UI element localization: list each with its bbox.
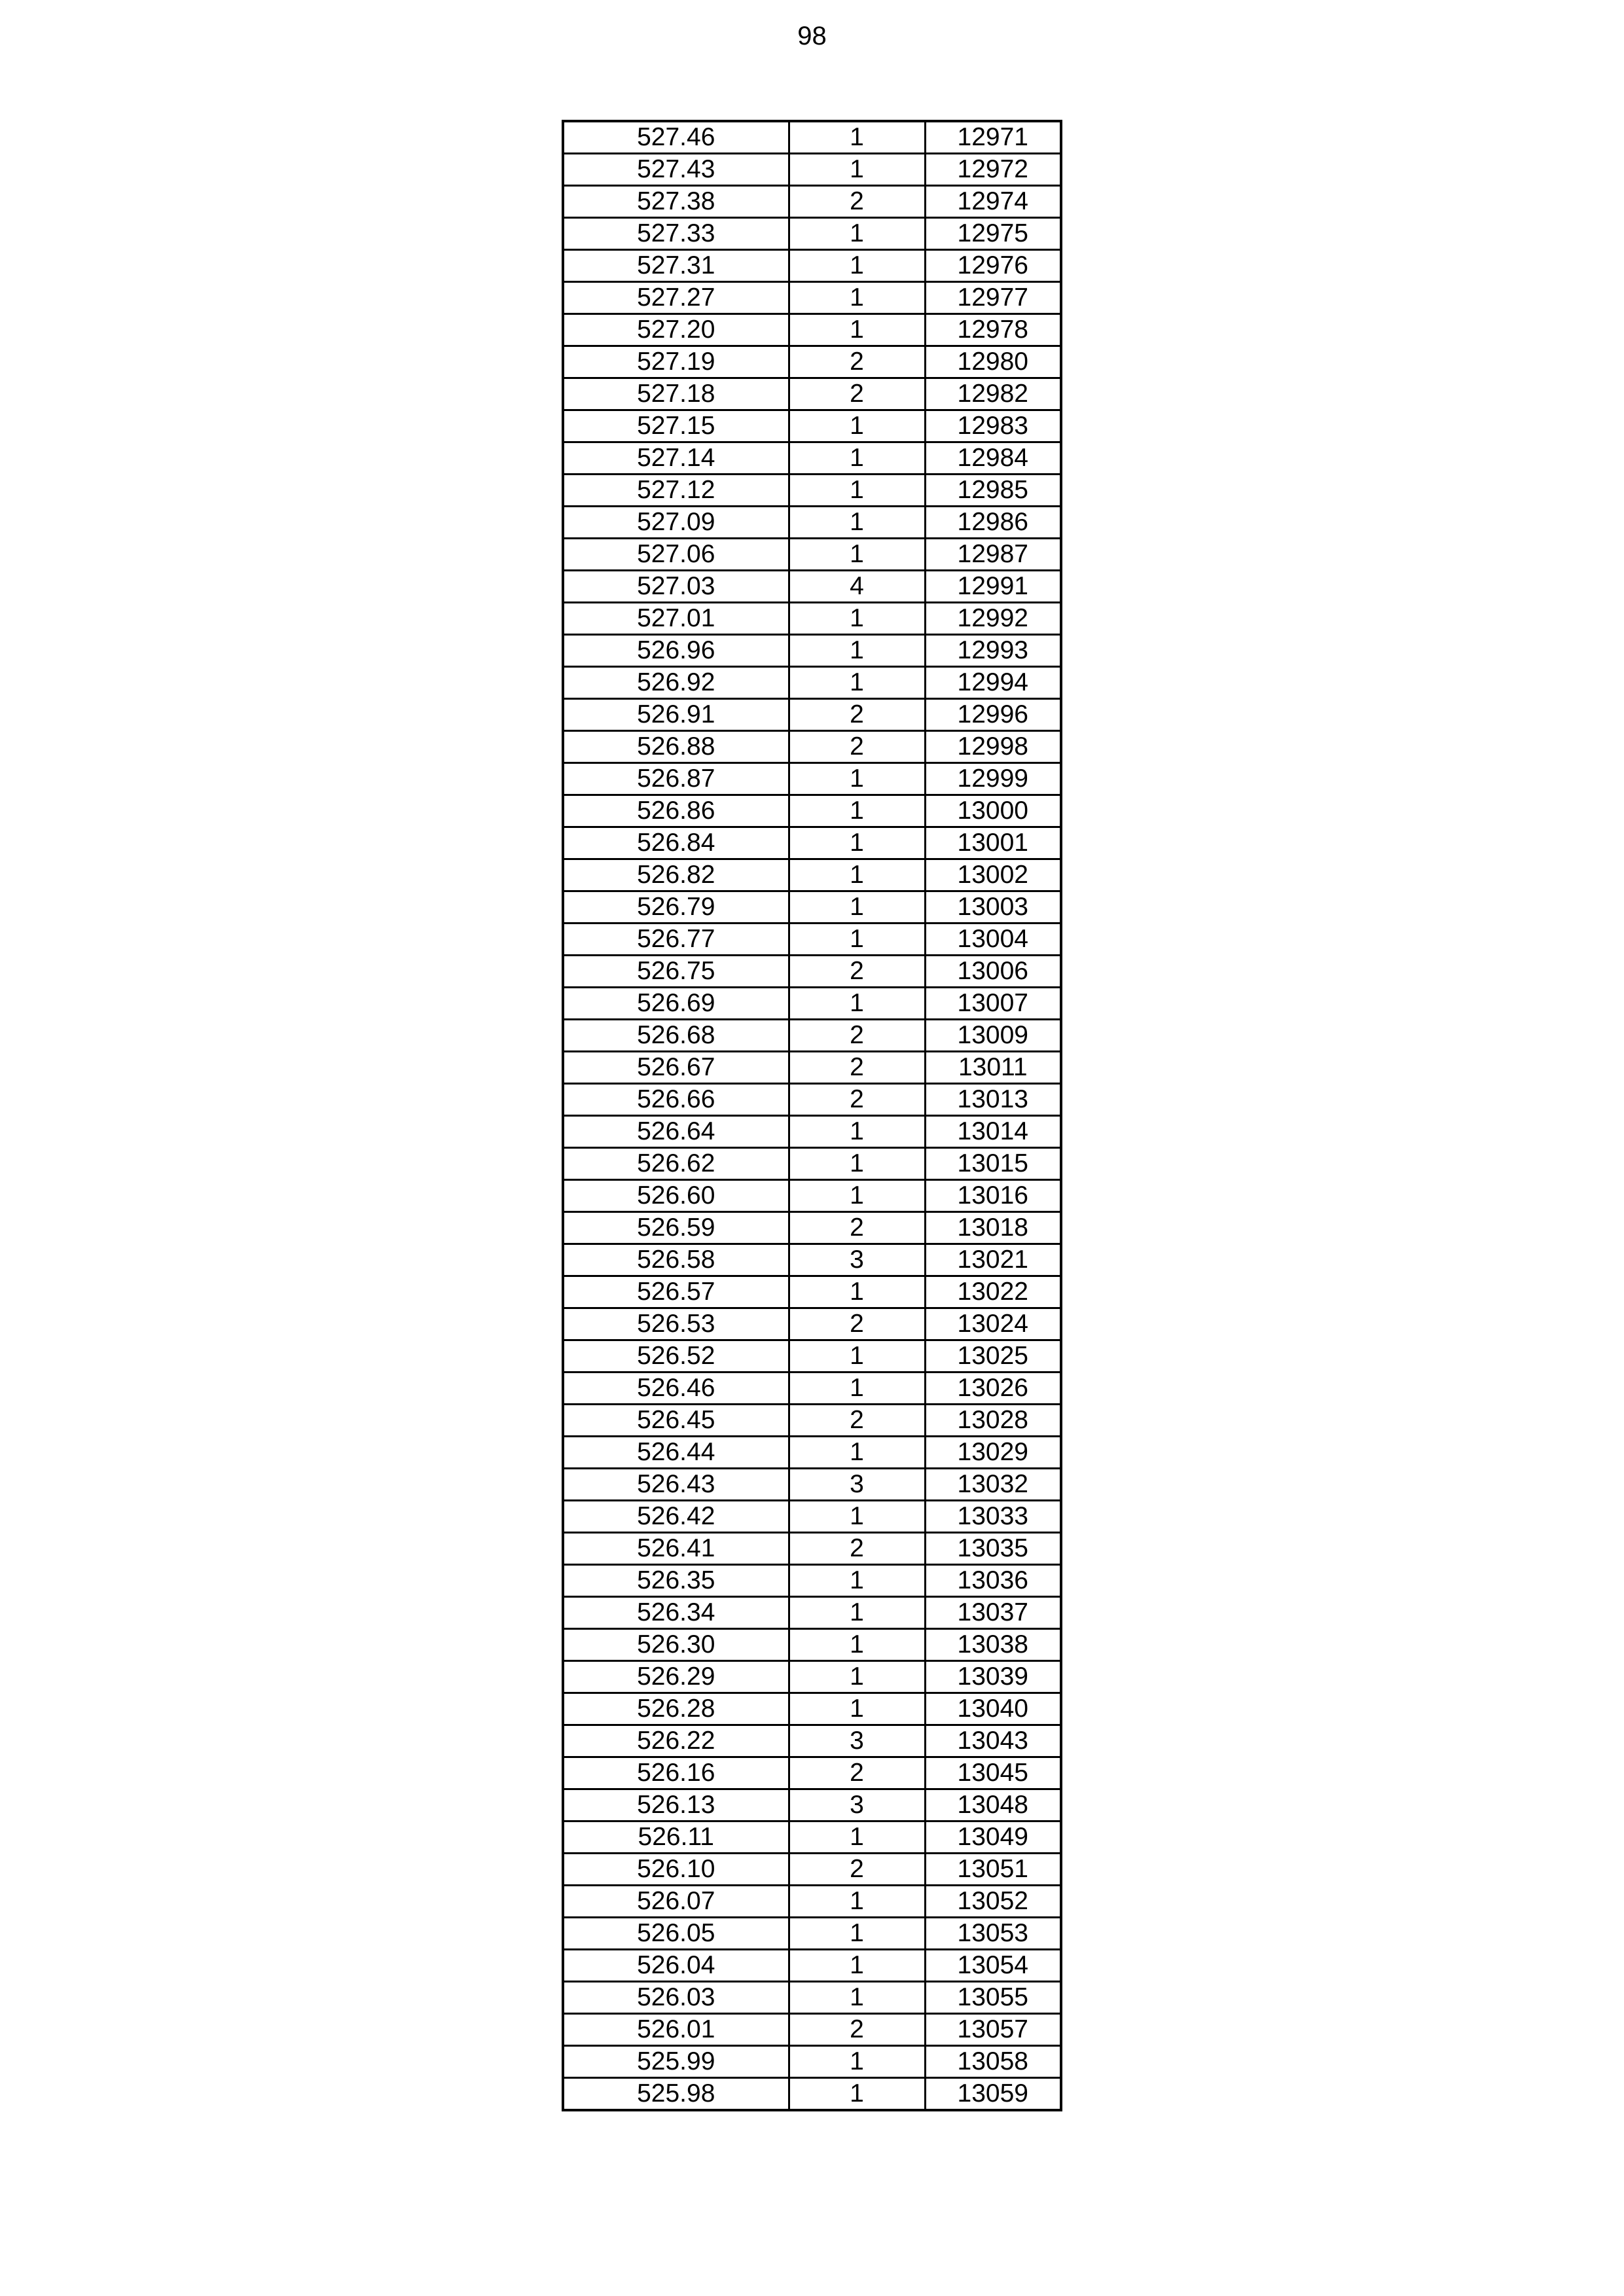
table-row: [563, 1725, 1061, 1757]
value-cell: 526.07: [563, 1886, 789, 1918]
table-row: [563, 1597, 1061, 1629]
cumulative-cell: 13040: [925, 1693, 1061, 1725]
value-cell: 526.43: [563, 1469, 789, 1501]
table-row: [563, 1020, 1061, 1052]
table-row: [563, 121, 1061, 154]
cumulative-cell: 13026: [925, 1372, 1061, 1405]
cumulative-cell: 13009: [925, 1020, 1061, 1052]
value-cell: 526.42: [563, 1501, 789, 1533]
count-cell: 2: [789, 1405, 925, 1437]
count-cell: 1: [789, 1148, 925, 1180]
table-row: [563, 667, 1061, 699]
value-cell: 526.84: [563, 827, 789, 859]
table-row: [563, 410, 1061, 442]
cumulative-cell: 13038: [925, 1629, 1061, 1661]
count-cell: 1: [789, 539, 925, 571]
value-cell: 526.53: [563, 1308, 789, 1340]
cumulative-cell: 13049: [925, 1821, 1061, 1854]
count-cell: 1: [789, 121, 925, 154]
count-cell: 2: [789, 1854, 925, 1886]
count-cell: 1: [789, 1950, 925, 1982]
cumulative-cell: 13003: [925, 891, 1061, 924]
count-cell: 1: [789, 1180, 925, 1212]
count-cell: 2: [789, 1757, 925, 1789]
table-row: [563, 1212, 1061, 1244]
value-cell: 527.27: [563, 282, 789, 314]
cumulative-cell: 13035: [925, 1533, 1061, 1565]
table-row: [563, 1148, 1061, 1180]
table-row: [563, 1789, 1061, 1821]
value-cell: 526.59: [563, 1212, 789, 1244]
cumulative-cell: 13052: [925, 1886, 1061, 1918]
count-cell: 1: [789, 2078, 925, 2111]
count-cell: 1: [789, 1693, 925, 1725]
count-cell: 1: [789, 410, 925, 442]
value-cell: 526.82: [563, 859, 789, 891]
table-row: [563, 1308, 1061, 1340]
table-row: [563, 1052, 1061, 1084]
count-cell: 2: [789, 1533, 925, 1565]
count-cell: 1: [789, 1437, 925, 1469]
cumulative-cell: 13007: [925, 988, 1061, 1020]
cumulative-cell: 12993: [925, 635, 1061, 667]
value-cell: 527.14: [563, 442, 789, 475]
table-row: [563, 1116, 1061, 1148]
count-cell: 4: [789, 571, 925, 603]
table-row: [563, 1244, 1061, 1276]
cumulative-cell: 13022: [925, 1276, 1061, 1308]
cumulative-cell: 13000: [925, 795, 1061, 827]
table-row: [563, 186, 1061, 218]
table-row: [563, 1693, 1061, 1725]
count-cell: 1: [789, 924, 925, 956]
table-row: [563, 827, 1061, 859]
table-row: [563, 859, 1061, 891]
count-cell: 1: [789, 988, 925, 1020]
value-cell: 526.11: [563, 1821, 789, 1854]
table-row: [563, 603, 1061, 635]
cumulative-cell: 12971: [925, 121, 1061, 154]
count-cell: 2: [789, 186, 925, 218]
table-row: [563, 2014, 1061, 2046]
value-cell: 526.22: [563, 1725, 789, 1757]
cumulative-cell: 13058: [925, 2046, 1061, 2078]
cumulative-cell: 12987: [925, 539, 1061, 571]
cumulative-cell: 12980: [925, 346, 1061, 378]
table-row: [563, 988, 1061, 1020]
value-cell: 526.86: [563, 795, 789, 827]
count-cell: 1: [789, 1661, 925, 1693]
count-cell: 1: [789, 154, 925, 186]
count-cell: 3: [789, 1469, 925, 1501]
cumulative-cell: 13015: [925, 1148, 1061, 1180]
value-cell: 527.03: [563, 571, 789, 603]
table-row: [563, 1661, 1061, 1693]
count-cell: 1: [789, 635, 925, 667]
table-row: [563, 1533, 1061, 1565]
table-row: [563, 1629, 1061, 1661]
value-cell: 526.60: [563, 1180, 789, 1212]
table-row: [563, 699, 1061, 731]
value-cell: 527.38: [563, 186, 789, 218]
table-row: [563, 1854, 1061, 1886]
table-row: [563, 731, 1061, 763]
cumulative-cell: 12972: [925, 154, 1061, 186]
table-row: [563, 1886, 1061, 1918]
value-cell: 526.44: [563, 1437, 789, 1469]
count-cell: 1: [789, 1276, 925, 1308]
value-cell: 527.33: [563, 218, 789, 250]
cumulative-cell: 13014: [925, 1116, 1061, 1148]
count-cell: 2: [789, 699, 925, 731]
count-cell: 1: [789, 1918, 925, 1950]
cumulative-cell: 13033: [925, 1501, 1061, 1533]
count-cell: 2: [789, 956, 925, 988]
table-row: [563, 218, 1061, 250]
cumulative-cell: 13036: [925, 1565, 1061, 1597]
count-cell: 3: [789, 1244, 925, 1276]
cumulative-cell: 12975: [925, 218, 1061, 250]
count-cell: 1: [789, 1629, 925, 1661]
cumulative-cell: 12982: [925, 378, 1061, 410]
cumulative-cell: 13011: [925, 1052, 1061, 1084]
table-row: [563, 442, 1061, 475]
count-cell: 2: [789, 1212, 925, 1244]
cumulative-cell: 12994: [925, 667, 1061, 699]
cumulative-cell: 13001: [925, 827, 1061, 859]
table-row: [563, 1180, 1061, 1212]
count-cell: 2: [789, 2014, 925, 2046]
table-row: [563, 250, 1061, 282]
cumulative-cell: 12992: [925, 603, 1061, 635]
value-cell: 527.06: [563, 539, 789, 571]
count-cell: 1: [789, 1565, 925, 1597]
value-cell: 526.75: [563, 956, 789, 988]
value-cell: 526.92: [563, 667, 789, 699]
value-cell: 527.43: [563, 154, 789, 186]
value-cell: 526.30: [563, 1629, 789, 1661]
value-cell: 526.16: [563, 1757, 789, 1789]
value-cell: 526.41: [563, 1533, 789, 1565]
table-row: [563, 1084, 1061, 1116]
value-cell: 526.35: [563, 1565, 789, 1597]
value-cell: 526.68: [563, 1020, 789, 1052]
count-cell: 1: [789, 603, 925, 635]
value-cell: 526.45: [563, 1405, 789, 1437]
value-cell: 525.98: [563, 2078, 789, 2111]
value-cell: 526.05: [563, 1918, 789, 1950]
value-cell: 526.46: [563, 1372, 789, 1405]
count-cell: 1: [789, 891, 925, 924]
cumulative-cell: 12978: [925, 314, 1061, 346]
data-table: [562, 120, 1062, 2111]
value-cell: 526.29: [563, 1661, 789, 1693]
cumulative-cell: 13028: [925, 1405, 1061, 1437]
table-row: [563, 763, 1061, 795]
cumulative-cell: 13021: [925, 1244, 1061, 1276]
count-cell: 1: [789, 507, 925, 539]
count-cell: 2: [789, 378, 925, 410]
cumulative-cell: 12986: [925, 507, 1061, 539]
value-cell: 526.91: [563, 699, 789, 731]
value-cell: 526.77: [563, 924, 789, 956]
value-cell: 526.58: [563, 1244, 789, 1276]
cumulative-cell: 13053: [925, 1918, 1061, 1950]
cumulative-cell: 12977: [925, 282, 1061, 314]
cumulative-cell: 13025: [925, 1340, 1061, 1372]
cumulative-cell: 13004: [925, 924, 1061, 956]
table-row: [563, 1372, 1061, 1405]
cumulative-cell: 13029: [925, 1437, 1061, 1469]
value-cell: 526.52: [563, 1340, 789, 1372]
count-cell: 1: [789, 2046, 925, 2078]
table-row: [563, 956, 1061, 988]
value-cell: 526.57: [563, 1276, 789, 1308]
count-cell: 1: [789, 1340, 925, 1372]
value-cell: 526.62: [563, 1148, 789, 1180]
value-cell: 526.88: [563, 731, 789, 763]
table-row: [563, 1501, 1061, 1533]
count-cell: 1: [789, 667, 925, 699]
table-row: [563, 1950, 1061, 1982]
table-row: [563, 475, 1061, 507]
table-row: [563, 1437, 1061, 1469]
cumulative-cell: 13018: [925, 1212, 1061, 1244]
table-row: [563, 1757, 1061, 1789]
value-cell: 527.19: [563, 346, 789, 378]
table-row: [563, 507, 1061, 539]
count-cell: 1: [789, 1982, 925, 2014]
value-cell: 526.04: [563, 1950, 789, 1982]
table-row: [563, 1982, 1061, 2014]
cumulative-cell: 12985: [925, 475, 1061, 507]
value-cell: 527.46: [563, 121, 789, 154]
value-cell: 527.31: [563, 250, 789, 282]
cumulative-cell: 13039: [925, 1661, 1061, 1693]
cumulative-cell: 13051: [925, 1854, 1061, 1886]
count-cell: 1: [789, 442, 925, 475]
table-row: [563, 635, 1061, 667]
cumulative-cell: 13054: [925, 1950, 1061, 1982]
count-cell: 2: [789, 1308, 925, 1340]
cumulative-cell: 13037: [925, 1597, 1061, 1629]
table-row: [563, 571, 1061, 603]
value-cell: 527.20: [563, 314, 789, 346]
table-body: [563, 121, 1061, 2110]
cumulative-cell: 12991: [925, 571, 1061, 603]
count-cell: 3: [789, 1725, 925, 1757]
cumulative-cell: 13024: [925, 1308, 1061, 1340]
table-row: [563, 1469, 1061, 1501]
cumulative-cell: 12998: [925, 731, 1061, 763]
count-cell: 1: [789, 1597, 925, 1629]
page-number: 98: [797, 22, 827, 50]
cumulative-cell: 13048: [925, 1789, 1061, 1821]
table-row: [563, 924, 1061, 956]
count-cell: 1: [789, 250, 925, 282]
cumulative-cell: 13032: [925, 1469, 1061, 1501]
count-cell: 1: [789, 859, 925, 891]
table-row: [563, 1340, 1061, 1372]
count-cell: 1: [789, 282, 925, 314]
table-row: [563, 378, 1061, 410]
cumulative-cell: 12976: [925, 250, 1061, 282]
count-cell: 1: [789, 314, 925, 346]
cumulative-cell: 12983: [925, 410, 1061, 442]
count-cell: 1: [789, 795, 925, 827]
value-cell: 526.01: [563, 2014, 789, 2046]
count-cell: 2: [789, 1084, 925, 1116]
cumulative-cell: 13055: [925, 1982, 1061, 2014]
value-cell: 526.79: [563, 891, 789, 924]
cumulative-cell: 12984: [925, 442, 1061, 475]
count-cell: 1: [789, 1116, 925, 1148]
cumulative-cell: 13002: [925, 859, 1061, 891]
value-cell: 526.10: [563, 1854, 789, 1886]
value-cell: 526.03: [563, 1982, 789, 2014]
value-cell: 527.15: [563, 410, 789, 442]
cumulative-cell: 12996: [925, 699, 1061, 731]
count-cell: 1: [789, 218, 925, 250]
count-cell: 1: [789, 763, 925, 795]
count-cell: 2: [789, 731, 925, 763]
count-cell: 2: [789, 1052, 925, 1084]
count-cell: 1: [789, 1372, 925, 1405]
value-cell: 525.99: [563, 2046, 789, 2078]
cumulative-cell: 13013: [925, 1084, 1061, 1116]
table-row: [563, 1405, 1061, 1437]
table-row: [563, 891, 1061, 924]
cumulative-cell: 12999: [925, 763, 1061, 795]
value-cell: 526.66: [563, 1084, 789, 1116]
value-cell: 526.34: [563, 1597, 789, 1629]
count-cell: 1: [789, 827, 925, 859]
cumulative-cell: 13006: [925, 956, 1061, 988]
table-row: [563, 1918, 1061, 1950]
count-cell: 1: [789, 1821, 925, 1854]
value-cell: 526.87: [563, 763, 789, 795]
cumulative-cell: 13059: [925, 2078, 1061, 2111]
value-cell: 526.13: [563, 1789, 789, 1821]
table-row: [563, 2046, 1061, 2078]
count-cell: 2: [789, 346, 925, 378]
table-row: [563, 539, 1061, 571]
value-cell: 526.96: [563, 635, 789, 667]
table-row: [563, 346, 1061, 378]
value-cell: 526.64: [563, 1116, 789, 1148]
table-row: [563, 282, 1061, 314]
cumulative-cell: 13043: [925, 1725, 1061, 1757]
count-cell: 1: [789, 475, 925, 507]
value-cell: 526.28: [563, 1693, 789, 1725]
count-cell: 3: [789, 1789, 925, 1821]
cumulative-cell: 13045: [925, 1757, 1061, 1789]
cumulative-cell: 13057: [925, 2014, 1061, 2046]
value-cell: 527.18: [563, 378, 789, 410]
table-row: [563, 795, 1061, 827]
count-cell: 2: [789, 1020, 925, 1052]
value-cell: 526.67: [563, 1052, 789, 1084]
count-cell: 1: [789, 1886, 925, 1918]
value-cell: 527.01: [563, 603, 789, 635]
value-cell: 526.69: [563, 988, 789, 1020]
table-row: [563, 2078, 1061, 2111]
table-row: [563, 1276, 1061, 1308]
cumulative-cell: 12974: [925, 186, 1061, 218]
table-row: [563, 154, 1061, 186]
table-row: [563, 1565, 1061, 1597]
table-row: [563, 314, 1061, 346]
count-cell: 1: [789, 1501, 925, 1533]
cumulative-cell: 13016: [925, 1180, 1061, 1212]
value-cell: 527.09: [563, 507, 789, 539]
value-cell: 527.12: [563, 475, 789, 507]
table-row: [563, 1821, 1061, 1854]
